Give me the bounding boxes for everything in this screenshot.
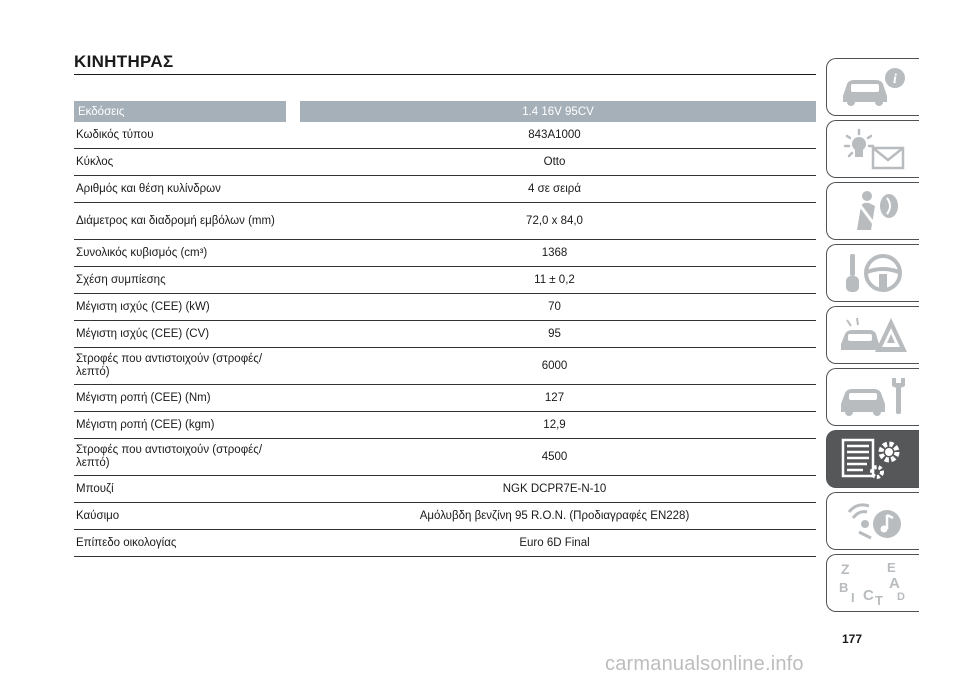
row-value: NGK DCPR7E-N-10: [293, 476, 816, 503]
table-row: [74, 476, 816, 503]
table-row: [74, 240, 816, 267]
tab-safety[interactable]: [826, 182, 919, 240]
tab-index[interactable]: [826, 554, 919, 612]
row-value: Αμόλυβδη βενζίνη 95 R.O.N. (Προδιαγραφές EN228): [293, 503, 816, 530]
watermark: carmanualsonline.info: [605, 653, 804, 675]
table-row: [74, 348, 816, 385]
svg-text:i: i: [893, 72, 897, 87]
row-label: Καύσιμο: [74, 503, 293, 530]
row-label: Διάμετρος και διαδρομή εμβόλων (mm): [74, 203, 293, 240]
row-label: Μέγιστη ροπή (CEE) (kgm): [74, 412, 293, 439]
row-value: 12,9: [293, 412, 816, 439]
title-divider: [74, 74, 816, 75]
row-label: Επίπεδο οικολογίας: [74, 530, 293, 557]
table-row: [74, 439, 816, 476]
tab-warning-lights[interactable]: [826, 120, 919, 178]
index-letter: D: [897, 591, 905, 603]
warning-light-message-icon: [837, 126, 909, 172]
table-row: [74, 176, 816, 203]
row-label: Στροφές που αντιστοιχούν (στροφές/λεπτό): [74, 439, 293, 476]
alphabetical-index-icon: [837, 560, 909, 606]
key-steering-wheel-icon: [837, 250, 909, 296]
multimedia-music-icon: [837, 498, 909, 544]
table-row: [74, 267, 816, 294]
index-letter: A: [889, 575, 900, 592]
row-value: 127: [293, 385, 816, 412]
index-letter: I: [851, 590, 855, 605]
row-value: 843A1000: [293, 122, 816, 149]
row-label: Συνολικός κυβισμός (cm³): [74, 240, 293, 267]
table-row: [74, 503, 816, 530]
tab-technical-data[interactable]: [826, 430, 919, 488]
index-letter: C: [863, 587, 874, 604]
row-label: Μέγιστη ροπή (CEE) (Nm): [74, 385, 293, 412]
airbag-seatbelt-icon: [837, 188, 909, 234]
table-row: [74, 149, 816, 176]
tab-multimedia[interactable]: [826, 492, 919, 550]
table-row: [74, 321, 816, 348]
index-letter: B: [839, 580, 849, 595]
tab-starting-driving[interactable]: [826, 244, 919, 302]
row-label: Κωδικός τύπου: [74, 122, 293, 149]
table-header-row: [74, 101, 816, 122]
row-value: 70: [293, 294, 816, 321]
table-row: [74, 412, 816, 439]
tab-emergency[interactable]: [826, 306, 919, 364]
car-wrench-icon: [837, 374, 909, 420]
row-label: Μπουζί: [74, 476, 293, 503]
page-number: 177: [842, 632, 863, 646]
row-label: Μέγιστη ισχύς (CEE) (kW): [74, 294, 293, 321]
index-letter: E: [887, 560, 896, 575]
row-value: 1368: [293, 240, 816, 267]
row-label: Κύκλος: [74, 149, 293, 176]
table-row: [74, 203, 816, 240]
row-label: Σχέση συμπίεσης: [74, 267, 293, 294]
tab-vehicle-knowledge[interactable]: [826, 58, 919, 116]
table-row: [74, 294, 816, 321]
row-value: 4500: [293, 439, 816, 476]
technical-data-gear-icon: [837, 436, 909, 482]
row-value: 4 σε σειρά: [293, 176, 816, 203]
car-info-icon: [837, 64, 909, 110]
table-row: [74, 530, 816, 557]
index-letter: T: [875, 593, 883, 606]
index-letter: Z: [841, 561, 850, 577]
row-value: Otto: [293, 149, 816, 176]
car-warning-triangle-icon: [837, 312, 909, 358]
tab-maintenance[interactable]: [826, 368, 919, 426]
row-value: Euro 6D Final: [293, 530, 816, 557]
table-row: [74, 385, 816, 412]
row-value: 11 ± 0,2: [293, 267, 816, 294]
header-engine-version: 1.4 16V 95CV: [293, 101, 816, 122]
row-label: Αριθμός και θέση κυλίνδρων: [74, 176, 293, 203]
page-title: ΚΙΝΗΤΗΡΑΣ: [74, 52, 174, 71]
row-label: Στροφές που αντιστοιχούν (στροφές/λεπτό): [74, 348, 293, 385]
row-label: Μέγιστη ισχύς (CEE) (CV): [74, 321, 293, 348]
row-value: 72,0 x 84,0: [293, 203, 816, 240]
header-versions: Εκδόσεις: [74, 101, 293, 122]
chapter-tab-rail: [826, 58, 920, 614]
engine-spec-table: [74, 101, 816, 557]
row-value: 6000: [293, 348, 816, 385]
row-value: 95: [293, 321, 816, 348]
table-row: [74, 122, 816, 149]
